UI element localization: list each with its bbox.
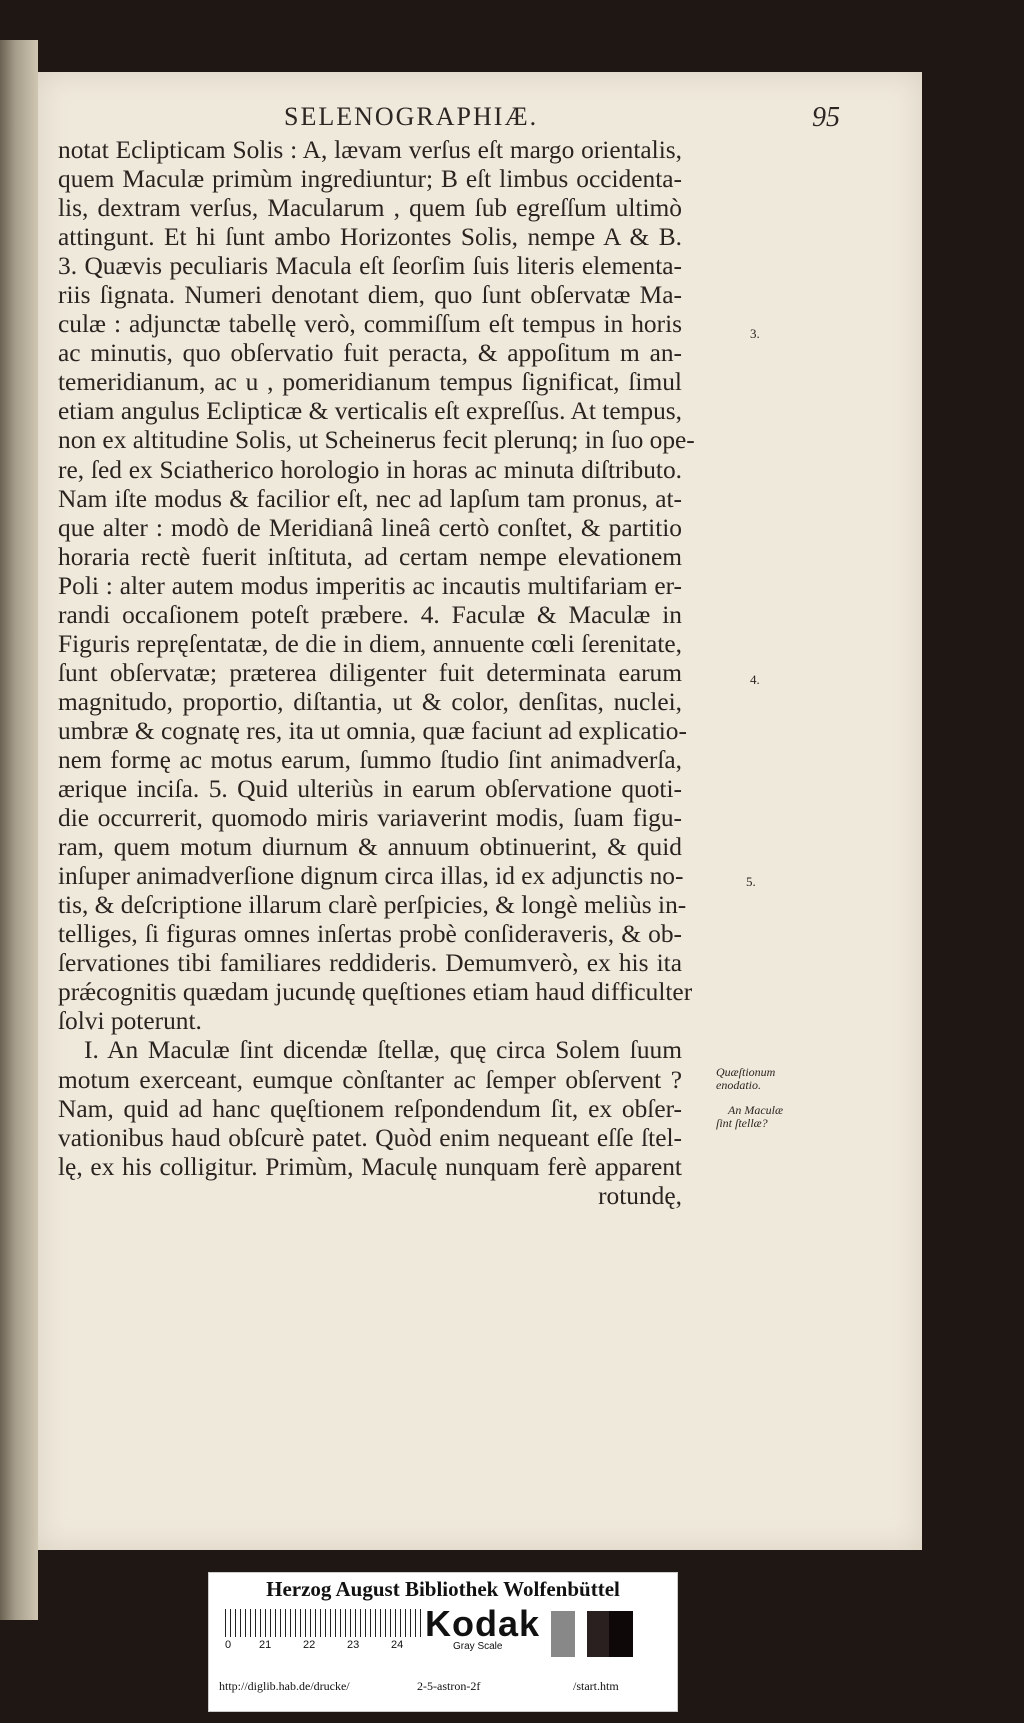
text-line: magnitudo, proportio, diſtantia, ut & color, denſitas, nuclei, — [58, 687, 682, 716]
text-line: quem Maculæ primùm ingrediuntur; B eſt limbus occidenta- — [58, 165, 682, 194]
text-line: motum exerceant, eumque cònſtanter ac ſemper obſervent ? — [58, 1065, 682, 1094]
ruler-number: 0 — [225, 1639, 232, 1651]
text-line: lis, dextram verſus, Macularum , quem ſub egreſſum ultimò — [58, 194, 682, 223]
ruler-number: 23 — [347, 1639, 360, 1651]
margin-number: 3. — [750, 326, 760, 341]
body-text — [58, 136, 695, 1211]
text-line: telliges, ſi figuras omnes inſertas probè conſideraveris, & ob- — [58, 920, 682, 949]
text-line: nem formę ac motus earum, ſummo ſtudio ſint animadverſa, — [58, 745, 682, 774]
text-line: umbræ & cognatę res, ita ut omnia, quæ faciunt ad explicatio- — [58, 716, 687, 745]
black-patch — [609, 1611, 633, 1657]
text-line: Nam iſte modus & facilior eſt, nec ad lapſum tam pronus, at- — [58, 484, 682, 513]
color-target-card — [208, 1572, 678, 1712]
source-url: http://diglib.hab.de/drucke/ — [219, 1679, 350, 1693]
text-line: temeridianum, ac u , pomeridianum tempus ſignificat, ſimul — [58, 368, 682, 397]
text-line: riis ſignata. Numeri denotant diem, quo ſunt obſervatæ Ma- — [58, 281, 682, 310]
text-line: que alter : modò de Meridianâ lineâ certò conſtet, & partitio — [58, 513, 682, 542]
text-line: non ex altitudine Solis, ut Scheinerus fecit plerunq; in ſuo ope- — [58, 426, 695, 455]
text-line: 3. Quævis peculiaris Macula eſt ſeorſim ſuis literis elementa- — [58, 252, 682, 281]
ruler-number: 21 — [259, 1639, 272, 1651]
margin-number: 5. — [746, 874, 756, 889]
text-line: ram, quem motum diurnum & annuum obtinuerint, & quid — [58, 833, 682, 862]
source-url-tail: /start.htm — [573, 1679, 619, 1693]
marginal-note-line: An Maculæ — [728, 1103, 783, 1117]
text-line: Nam, quid ad hanc quęſtionem reſpondendum ſit, ex obſer- — [58, 1094, 682, 1123]
shelfmark: 2-5-astron-2f — [417, 1679, 481, 1693]
text-line: notat Eclipticam Solis : A, lævam verſus eſt margo orientalis, — [58, 136, 682, 164]
text-line: Figuris repręſentatæ, de die in diem, annuente cœli ſerenitate, — [58, 629, 682, 658]
text-line: inſuper animadverſione dignum circa illas, id ex adjunctis no- — [58, 862, 684, 891]
text-line: I. An Maculæ ſint dicendæ ſtellæ, quę circa Solem ſuum — [84, 1036, 682, 1065]
text-line: Poli : alter autem modus imperitis ac incautis multifariam er- — [58, 571, 682, 600]
text-line: ſolvi poterunt. — [58, 1007, 202, 1036]
text-line: lę, ex his colligitur. Primùm, Maculę nunquam ferè apparent — [58, 1152, 682, 1181]
margin-number: 4. — [750, 672, 760, 687]
running-head — [62, 100, 840, 140]
left-page-edge — [0, 40, 38, 1620]
marginal-note-an-maculae — [716, 1104, 783, 1130]
ruler-scale — [225, 1609, 421, 1637]
page-number: 95 — [812, 102, 840, 133]
text-line: re, ſed ex Sciatherico horologio in horas ac minuta diſtributo. — [58, 455, 682, 484]
text-line: randi occaſionem poteſt præbere. 4. Faculæ & Maculæ in — [58, 600, 682, 629]
ruler-number: 22 — [303, 1639, 316, 1651]
marginal-note-line: Quæſtionum — [716, 1065, 776, 1079]
text-line: ſervationes tibi familiares reddideris. Demumverò, ex his ita — [58, 949, 682, 978]
marginal-note-line: ſint ſtellæ? — [716, 1116, 768, 1130]
text-line: die occurrerit, quomodo miris variaverint modis, ſuam figu- — [58, 804, 682, 833]
catchword: rotundę, — [598, 1181, 682, 1210]
library-name: Herzog August Bibliothek Wolfenbüttel — [266, 1577, 620, 1601]
gray-patch — [551, 1611, 575, 1657]
text-line: attingunt. Et hi ſunt ambo Horizontes Solis, nempe A & B. — [58, 223, 682, 252]
ruler-number: 24 — [391, 1639, 404, 1651]
text-line: culæ : adjunctæ tabellę verò, commiſſum eſt tempus in horis — [58, 310, 682, 339]
text-line: ſunt obſervatæ; præterea diligenter fuit determinata earum — [58, 658, 682, 687]
running-title: SELENOGRAPHIÆ. — [284, 102, 539, 131]
kodak-logo: Kodak — [425, 1603, 541, 1644]
text-line: ac minutis, quo obſervatio fuit peracta, & appoſitum m an- — [58, 339, 682, 368]
text-line: tis, & deſcriptione illarum clarè perſpicies, & longè meliùs in- — [58, 891, 687, 920]
text-line: horaria rectè fuerit inſtituta, ad certam nempe elevationem — [58, 542, 682, 571]
marginal-note-line: enodatio. — [716, 1078, 761, 1092]
text-line: etiam angulus Eclipticæ & verticalis eſt expreſſus. At tempus, — [58, 397, 682, 426]
marginal-note-quaestionum — [716, 1066, 775, 1092]
text-line: prǽcognitis quædam jucundę quęſtiones etiam haud difficulter — [58, 978, 693, 1007]
text-line: vationibus haud obſcurè patet. Quòd enim nequeant eſſe ſtel- — [58, 1123, 682, 1152]
text-line: ærique inciſa. 5. Quid ulteriùs in earum obſervatione quoti- — [58, 775, 682, 804]
gray-scale-label: Gray Scale — [453, 1641, 503, 1652]
